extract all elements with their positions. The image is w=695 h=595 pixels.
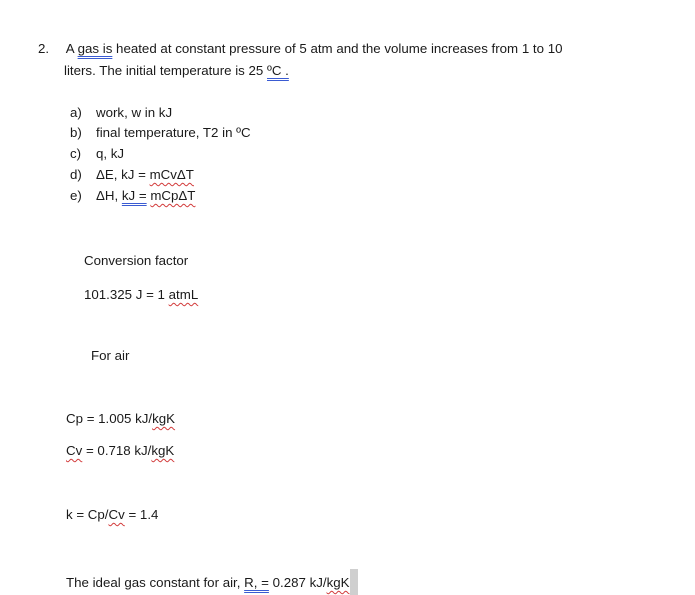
part-label: c): [70, 146, 82, 161]
k-line: k = Cp/Cv = 1.4: [66, 507, 159, 522]
text-cursor-selection[interactable]: [350, 569, 358, 595]
problem-text-prefix: A: [65, 41, 78, 56]
conversion-heading: Conversion factor: [84, 253, 189, 268]
grammar-flag-celsius[interactable]: ºC .: [267, 63, 289, 78]
spelling-flag-kgk-r[interactable]: kgK: [326, 575, 350, 590]
part-label: b): [70, 125, 82, 140]
spelling-flag-atml[interactable]: atmL: [168, 287, 199, 302]
problem-number: 2.: [38, 41, 50, 56]
problem-line-1: [38, 40, 563, 58]
spelling-flag-cv-k[interactable]: Cv: [108, 507, 125, 522]
spelling-flag-cv[interactable]: Cv: [66, 443, 83, 458]
grammar-flag-gas-is[interactable]: gas is: [77, 41, 113, 56]
cp-line: Cp = 1.005 kJ/kgK: [66, 411, 176, 426]
part-text: ΔE, kJ =: [96, 167, 150, 182]
problem-text-rest: heated at constant pressure of 5 atm and the volume increases from 1 to 10: [112, 41, 563, 56]
spelling-flag-mcvdt[interactable]: mCvΔT: [149, 167, 194, 182]
part-b: [70, 124, 251, 142]
grammar-flag-r[interactable]: R, =: [244, 575, 269, 590]
part-text: final temperature, T2 in ºC: [96, 125, 251, 140]
spelling-flag-kgk-cp[interactable]: kgK: [152, 411, 176, 426]
cv-line: Cv = 0.718 kJ/kgK: [66, 443, 175, 458]
spelling-flag-kgk-cv[interactable]: kgK: [151, 443, 175, 458]
part-a: [70, 104, 172, 122]
part-label: a): [70, 105, 82, 120]
part-label: e): [70, 188, 82, 203]
part-c: [70, 145, 124, 163]
part-text: q, kJ: [96, 146, 125, 161]
gas-constant-line: The ideal gas constant for air, R, = 0.287 kJ/kgK: [66, 569, 358, 595]
part-e: [70, 187, 195, 205]
problem-text-line2: liters. The initial temperature is 25: [64, 63, 267, 78]
grammar-flag-kj[interactable]: kJ =: [121, 188, 147, 203]
spelling-flag-mcpdt[interactable]: mCpΔT: [150, 188, 196, 203]
part-text: ΔH,: [96, 188, 122, 203]
part-d: [70, 166, 194, 184]
conversion-equation: 101.325 J = 1 atmL: [84, 287, 199, 302]
air-heading: For air: [91, 348, 130, 363]
part-label: d): [70, 167, 82, 182]
part-text: work, w in kJ: [96, 105, 173, 120]
problem-line-2: [64, 62, 289, 80]
